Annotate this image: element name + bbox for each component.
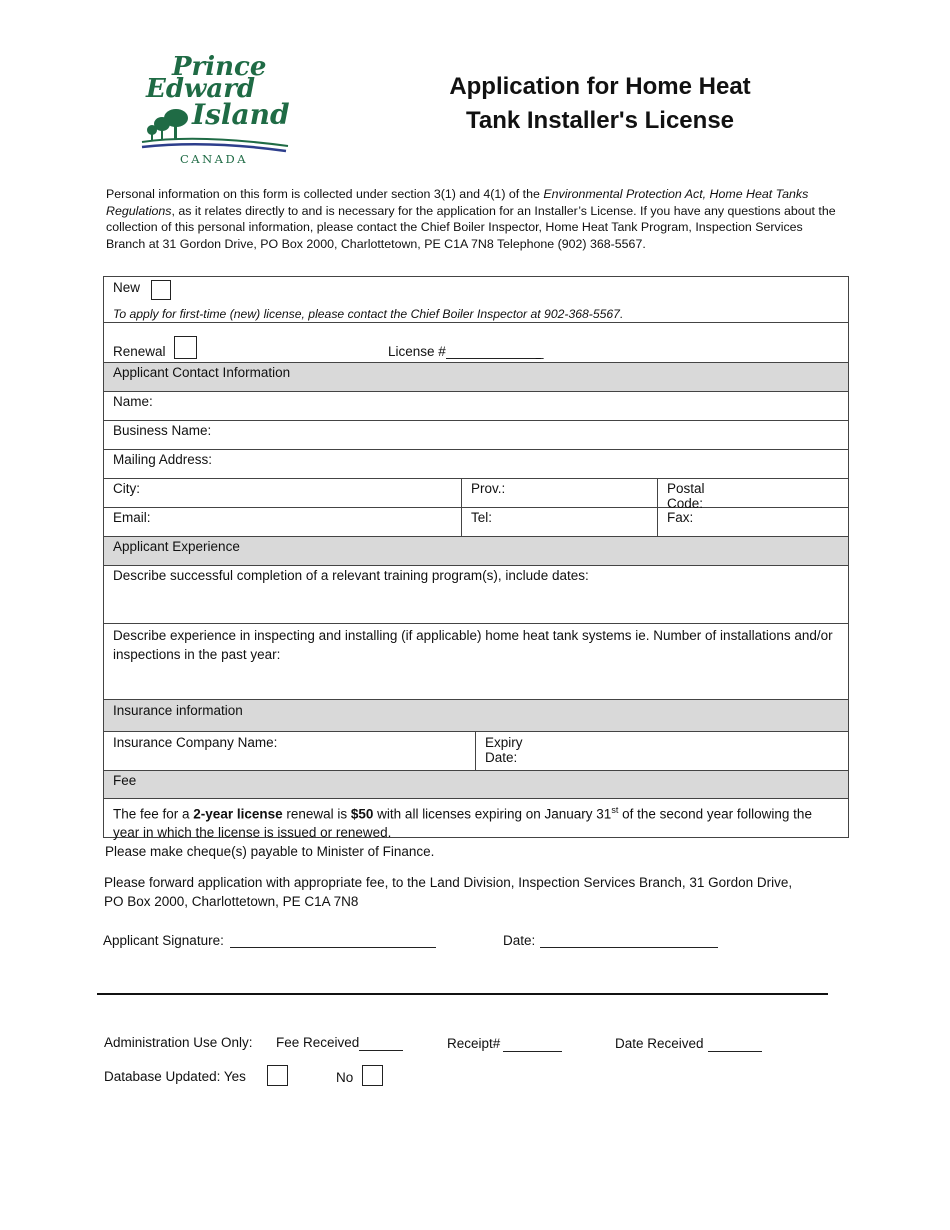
mailing-address-label: Mailing Address: (113, 452, 213, 467)
database-updated-label: Database Updated: Yes (104, 1069, 246, 1084)
experience-section-header (104, 537, 848, 566)
new-license-note: To apply for first-time (new) license, please contact the Chief Boiler Inspector at 902-368-5567. (113, 307, 624, 321)
insurance-company-label: Insurance Company Name: (113, 735, 278, 750)
name-label: Name: (113, 394, 153, 409)
admin-use-label: Administration Use Only: (104, 1035, 253, 1050)
database-yes-checkbox[interactable] (267, 1065, 288, 1086)
privacy-notice (106, 186, 836, 252)
forward-instruction: Please forward application with appropriate fee, to the Land Division, Inspection Services Branch, 31 Gordon Drive, PO Box 2000, Charlottetown, PE C1A 7N8 (104, 875, 793, 909)
renewal-label: Renewal (113, 344, 166, 359)
business-name-label: Business Name: (113, 423, 212, 438)
date-received-input[interactable] (708, 1038, 762, 1052)
postal-code-cell[interactable] (657, 479, 705, 511)
insurance-header-label: Insurance information (113, 703, 243, 718)
renewal-checkbox[interactable] (174, 336, 197, 359)
logo-canada: CANADA (180, 152, 248, 166)
title-line-2: Tank Installer's License (465, 107, 735, 134)
receipt-label: Receipt# (447, 1036, 501, 1051)
fax-cell[interactable] (657, 508, 694, 536)
experience-header-label: Applicant Experience (113, 539, 240, 554)
expiry-date-cell[interactable] (475, 732, 523, 770)
signature-label: Applicant Signature: (103, 933, 224, 948)
fee-text-c: renewal is (282, 806, 351, 822)
business-name-row[interactable] (104, 421, 848, 450)
receipt-input[interactable] (503, 1038, 562, 1052)
insurance-row (104, 732, 848, 771)
city-row (104, 479, 848, 511)
title-line-1: Application for Home Heat (449, 73, 751, 100)
date-label: Date: (503, 933, 536, 948)
database-no-label: No (336, 1070, 354, 1085)
new-license-row (104, 277, 848, 323)
privacy-act-name: Environmental Protection Act, Home Heat Tanks Regulations (106, 187, 809, 218)
date-input[interactable] (540, 934, 718, 948)
new-label: New (113, 280, 141, 295)
name-row[interactable] (104, 392, 848, 421)
tel-label: Tel: (471, 510, 493, 525)
inspection-experience-label: Describe experience in inspecting and installing (if applicable) home heat tank systems ie. Number of installations and/or inspections in the past year: (113, 628, 833, 662)
contact-section-header (104, 363, 848, 392)
section-divider (97, 993, 828, 995)
new-checkbox[interactable] (151, 280, 171, 300)
email-label: Email: (113, 510, 151, 525)
prov-cell[interactable] (461, 479, 506, 507)
fee-details-row (104, 799, 848, 838)
fee-received-input[interactable] (359, 1037, 403, 1051)
mailing-address-row[interactable] (104, 450, 848, 479)
inspection-experience-row[interactable] (104, 624, 848, 700)
privacy-text-2: , as it relates directly to and is necessary for the application for an Installer’s License. If you have any questions about the collection of this personal information, please contact the Chief Boiler Inspector, Home Heat Tank Program, Inspection Services Branch at 31 Gordon Drive, PO Box 2000, Charlottetown, PE C1A 7N8 Telephone (902) 368-5567. (106, 203, 836, 251)
fee-header-label: Fee (113, 773, 137, 788)
database-no-checkbox[interactable] (362, 1065, 383, 1086)
license-number-label: License # (388, 344, 446, 359)
form-title (430, 70, 770, 138)
fee-received-label: Fee Received (276, 1035, 360, 1050)
cheque-instruction: Please make cheque(s) payable to Minister of Finance. (105, 844, 435, 859)
fee-amount: $50 (350, 806, 374, 822)
logo-word-prince: Prince (172, 52, 267, 82)
postal-code-label: Postal Code: (667, 481, 705, 511)
logo-word-island: Island (192, 98, 290, 131)
fee-term: 2-year license (193, 806, 283, 822)
city-label: City: (113, 481, 140, 496)
fee-details-text (113, 801, 838, 842)
tel-cell[interactable] (461, 508, 493, 536)
fee-text-e: with all licenses expiring on January 31 (373, 806, 612, 822)
license-number-suffix: _ (536, 344, 544, 359)
license-number-input[interactable] (446, 346, 541, 359)
training-row[interactable] (104, 566, 848, 624)
email-row (104, 508, 848, 537)
fax-label: Fax: (667, 510, 694, 525)
prov-label: Prov.: (471, 481, 506, 496)
insurance-section-header (104, 700, 848, 732)
fee-sup: st (611, 805, 619, 815)
expiry-date-label: Expiry Date: (485, 735, 523, 765)
signature-input[interactable] (230, 934, 436, 948)
fee-text-f: of the second year following the year in which the license is issued or renewed. (113, 806, 812, 840)
training-label: Describe successful completion of a relevant training program(s), include dates: (113, 568, 589, 583)
application-form-table (103, 276, 849, 838)
fee-text-a: The fee for a (113, 806, 194, 822)
renewal-row (104, 323, 848, 363)
contact-header-label: Applicant Contact Information (113, 365, 291, 380)
logo-word-edward: Edward (146, 74, 256, 104)
privacy-text-1: Personal information on this form is collected under section 3(1) and 4(1) of the (106, 187, 544, 201)
fee-section-header (104, 771, 848, 799)
date-received-label: Date Received (615, 1036, 704, 1051)
pei-logo (138, 52, 298, 170)
